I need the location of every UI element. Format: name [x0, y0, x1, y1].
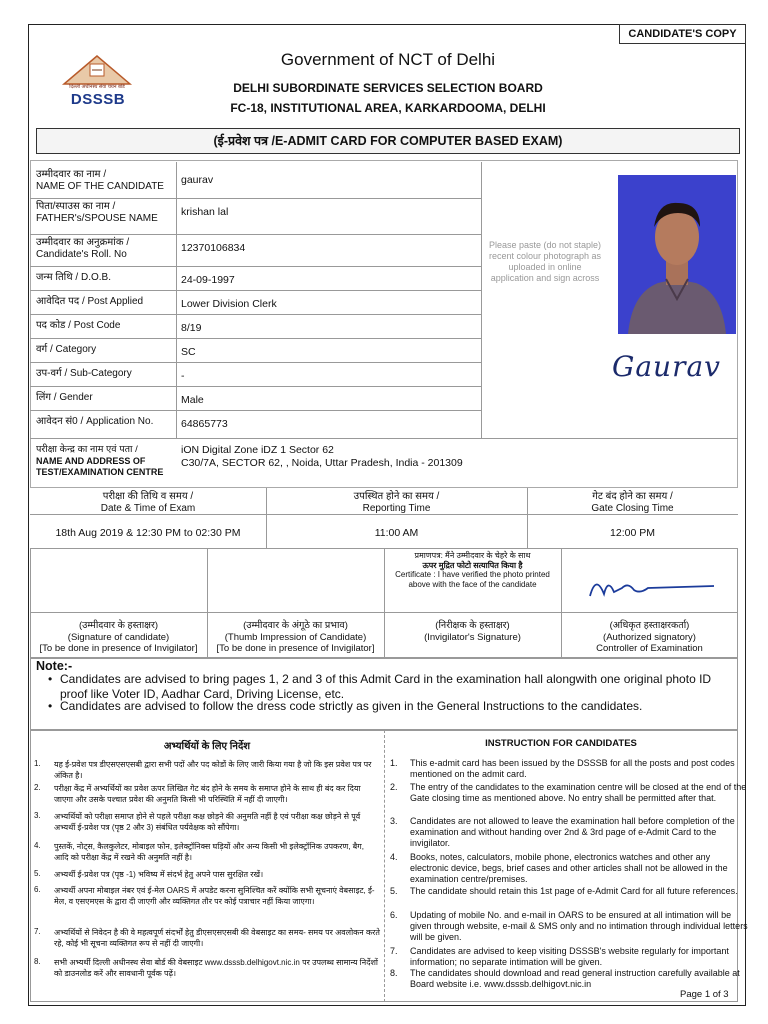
field-label: पद कोड / Post Code [36, 320, 121, 331]
field-value: SC [181, 346, 196, 358]
instruction-item: अभ्यर्थियों को परीक्षा समाप्त होने से पहले परीक्षा कक्ष छोड़ने की अनुमति नहीं है एवं परीक्षा कक्ष छोड़ने से पूर्व अभ्यर्थी ई-प्रवेश पत्र (पृष्ठ 2 और 3) संबंधित पर्यवेक्षक को सौंपेगा। [54, 812, 361, 832]
instruction-number: 8. [390, 968, 398, 978]
instruction-item: अभ्यर्थियों से निवेदन है की वे महत्वपूर्ण संदर्भों हेतु डीएसएसएसबी की वेबसाइट का समय- समय पर अवलोकन करते रहे, कोई भी सूचना व्यक्तिगत रूप से नहीं दी जाएगी। [54, 928, 380, 948]
note-title: Note:- [36, 659, 73, 673]
field-value: 24-09-1997 [181, 274, 235, 286]
instruction-number: 8. [34, 957, 41, 966]
instruction-number: 3. [34, 811, 41, 820]
logo-text: DSSSB [70, 91, 126, 108]
instruction-number: 7. [34, 927, 41, 936]
instruction-item: This e-admit card has been issued by the DSSSB for all the posts and post codes mentioned on the admit card. [410, 758, 735, 779]
dsssb-logo [52, 54, 142, 110]
instruction-number: 5. [34, 869, 41, 878]
instruction-item: Books, notes, calculators, mobile phone, electronics watches and other any electronic device, begs, brief cases and other articles shall not be allowed in the examination centre/premises. [410, 852, 728, 884]
field-value: 64865773 [181, 418, 228, 430]
english-instructions-title: INSTRUCTION FOR CANDIDATES [485, 738, 637, 749]
field-label: उम्मीदवार का अनुक्रमांक / Candidate's Roll. No [36, 237, 130, 260]
instruction-number: 6. [34, 885, 41, 894]
instruction-item: Candidates are advised to keep visiting DSSSB's website regularly for important information; no separate intimation will be given. [410, 946, 729, 967]
exam-date-value: 18th Aug 2019 & 12:30 PM to 02:30 PM [55, 527, 241, 539]
signature-label: (उम्मीदवार के अंगूठे का प्रभाव) (Thumb Impression of Candidate) [To be done in presence of Invigilator] [216, 620, 375, 654]
field-label: उम्मीदवार का नाम / NAME OF THE CANDIDATE [36, 169, 164, 192]
instruction-item: The candidate should retain this 1st page of e-Admit Card for all future references. [410, 886, 738, 896]
field-value: 12370106834 [181, 242, 246, 254]
instruction-number: 1. [34, 759, 41, 768]
instruction-item: The entry of the candidates to the examination centre will be closed at the end of the Gate closing time as mentioned above. No entry shall be permitted after that. [410, 782, 747, 803]
instruction-number: 3. [390, 816, 398, 826]
reporting-time-header: उपस्थित होने का समय / Reporting Time [353, 491, 440, 514]
instruction-item: सभी अभ्यर्थी दिल्ली अधीनस्थ सेवा बोर्ड की वेबसाइट www.dsssb.delhigovt.nic.in पर उपलब्ध सामान्य निर्देशों को डाउनलोड करें और सावधानी पूर्वक पढ़ें। [54, 958, 378, 978]
instruction-item: यह ई-प्रवेश पत्र डीएसएसएसबी द्वारा सभी पदों और पद कोडों के लिए जारी किया गया है जो कि इस प्रवेश पत्र पर अंकित है। [54, 760, 372, 780]
field-label: जन्म तिथि / D.O.B. [36, 272, 111, 283]
field-value: - [181, 370, 185, 382]
reporting-time-value: 11:00 AM [374, 527, 419, 539]
centre-label: परीक्षा केन्द्र का नाम एवं पता / NAME AND ADDRESS OF TEST/EXAMINATION CENTRE [36, 444, 164, 477]
instruction-number: 2. [390, 782, 398, 792]
instruction-number: 2. [34, 783, 41, 792]
field-label: वर्ग / Category [36, 344, 97, 355]
logo-hindi-text: दिल्ली अधीनस्थ सेवा चयन बोर्ड [69, 84, 125, 90]
note-item-1: • Candidates are advised to bring pages 1, 2 and 3 of this Admit Card in the examination hall alongwith one original photo ID proof like Voter ID, Aadhar Card, Driving License, etc. [48, 672, 712, 701]
header-title: Government of NCT of Delhi [280, 50, 496, 69]
field-label: पिता/स्पाउस का नाम / FATHER's/SPOUSE NAME [36, 201, 158, 224]
field-value: gaurav [181, 174, 214, 186]
instruction-number: 6. [390, 910, 398, 920]
instruction-number: 4. [390, 852, 398, 862]
hindi-instructions-title: अभ्यर्थियों के लिए निर्देश [163, 741, 251, 752]
field-label: आवेदन सं0 / Application No. [36, 416, 154, 427]
card-title: (ई-प्रवेश पत्र /E-ADMIT CARD FOR COMPUTER BASED EXAM) [36, 128, 740, 154]
instruction-item: परीक्षा केंद्र में अभ्यर्थियों का प्रवेश ऊपर लिखित गेट बंद होने के समय के समाप्त होने के साथ ही बंद कर दिया जाएगा और उसके पश्चात प्रवेश की अनुमति किसी भी परिस्थिति में नहीं दी जाएगी। [54, 784, 361, 804]
instruction-number: 4. [34, 841, 41, 850]
header-board: DELHI SUBORDINATE SERVICES SELECTION BOARD [233, 81, 543, 95]
instruction-item: The candidates should download and read general instruction carefully available at Board website i.e. www.dsssb.delhigovt.nic.in [410, 968, 740, 989]
field-value: Lower Division Clerk [181, 298, 277, 310]
gate-closing-value: 12:00 PM [610, 527, 655, 539]
candidate-signature: Gaurav [612, 350, 721, 383]
signature-label: (निरीक्षक के हस्ताक्षर) (Invigilator's Signature) [424, 620, 521, 643]
field-value: Male [181, 394, 204, 406]
instruction-number: 7. [390, 946, 398, 956]
exam-date-header: परीक्षा की तिथि व समय / Date & Time of Exam [100, 491, 196, 514]
signature-label: (उम्मीदवार के हस्ताक्षर) (Signature of candidate) [To be done in presence of Invigilator] [39, 620, 198, 654]
note-item-2: • Candidates are advised to follow the dress code strictly as given in the General Instructions to the candidates. [48, 699, 643, 713]
centre-address: iON Digital Zone iDZ 1 Sector 62 C30/7A, SECTOR 62, , Noida, Uttar Pradesh, India - 201309 [181, 444, 463, 469]
field-value: krishan lal [181, 206, 229, 218]
field-value: 8/19 [181, 322, 202, 334]
instruction-number: 1. [390, 758, 398, 768]
instruction-item: अभ्यर्थी अपना मोबाइल नंबर एवं ई-मेल OARS में अपडेट करना सुनिश्चित करें क्योंकि सभी सूचनाएं वेबसाइट, ई-मेल, व एसएमएस के द्वारा दी जाएगी और व्यक्तिगत तौर पर कोई पत्राचार नहीं किया जाएगा। [54, 886, 375, 906]
candidate-copy-label: CANDIDATE'S COPY [619, 24, 746, 44]
signature-label: (अधिकृत हस्ताक्षरकर्ता) (Authorized signatory) Controller of Examination [596, 620, 703, 654]
field-label: लिंग / Gender [36, 392, 93, 403]
photo-note: Please paste (do not staple) recent colour photograph as uploaded in online application and sign across [488, 240, 602, 283]
field-label: उप-वर्ग / Sub-Category [36, 368, 132, 379]
gate-closing-header: गेट बंद होने का समय / Gate Closing Time [591, 491, 674, 514]
page-number: Page 1 of 3 [680, 989, 729, 1000]
candidate-photo [618, 175, 736, 334]
instruction-item: Candidates are not allowed to leave the examination hall before completion of the examination and without handing over 2nd & 3rd page of e-Admit Card to the invigilator. [410, 816, 735, 848]
instruction-item: Updating of mobile No. and e-mail in OARS to be ensured at all intimation will be given through website, e-mail & SMS only and no intimation through individual letters will be given. [410, 910, 748, 942]
instruction-item: अभ्यर्थी ई-प्रवेश पत्र (पृष्ठ -1) भविष्य में संदर्भ हेतु अपने पास सुरक्षित रखें। [54, 870, 264, 879]
instruction-number: 5. [390, 886, 398, 896]
header-address: FC-18, INSTITUTIONAL AREA, KARKARDOOMA, DELHI [230, 101, 546, 115]
controller-signature [582, 568, 722, 606]
verification-certificate: प्रमाणपत्र: मैंने उम्मीदवार के चेहरे के साथ ऊपर मुद्रित फोटो सत्यापित किया है Certificate : I have verified the photo printed above with the face of the candidate [395, 551, 550, 589]
field-label: आवेदित पद / Post Applied [36, 296, 144, 307]
instruction-item: पुस्तकें, नोट्स, कैलकुलेटर, मोबाइल फोन, इलेक्ट्रॉनिक्स घड़ियों और अन्य किसी भी इलेक्ट्रॉनिक उपकरण, बैग, आदि को परीक्षा केंद्र में रखने की अनुमति नहीं है। [54, 842, 364, 862]
